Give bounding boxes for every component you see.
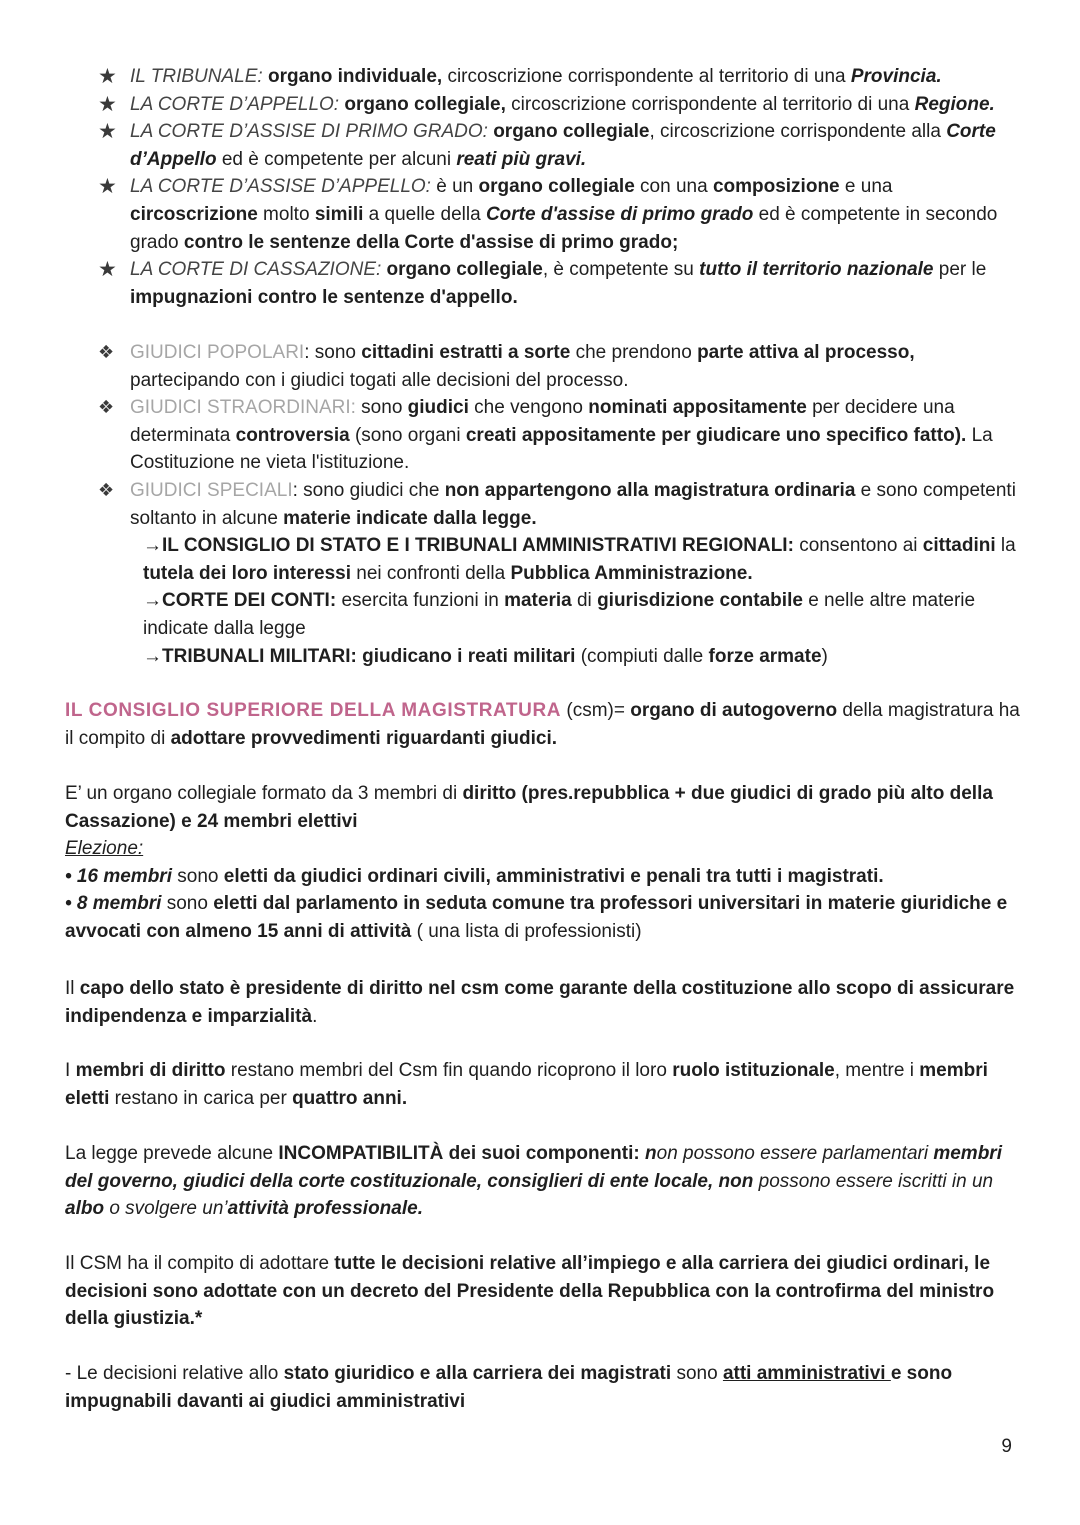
csm-duties-paragraph: Il CSM ha il compito di adottare tutte le decisioni relative all’impiego e alla carriera dei giudici ordinari, le decisioni sono adottate con un decreto del Presidente della Repubblica con la controfirma del ministro della giustizia.* bbox=[65, 1253, 995, 1330]
star-icon: ★ bbox=[98, 258, 117, 282]
sub-item: →TRIBUNALI MILITARI: giudicano i reati militari (compiuti dalle forze armate) bbox=[143, 645, 828, 667]
list-item: ★ LA CORTE D’ASSISE DI PRIMO GRADO: organo collegiale, circoscrizione corrispondente alla Corte d’Appello ed è competente per alcuni reati più gravi. bbox=[98, 120, 996, 170]
csm-composition: E’ un organo collegiale formato da 3 membri di diritto (pres.repubblica + due giudici di grado più alto della Cassazione) e 24 membri elettivi Elezione: • 16 membri sono eletti da giudici ordinari civili, amministrativi e penali tra tutti i magistrati. • 8 membri sono eletti dal parlamento in seduta comune tra professori universitari in materie giuridiche e avvocati con almeno 15 anni di attività ( una lista di professionisti) bbox=[65, 783, 1008, 942]
courts-list bbox=[65, 63, 1020, 311]
csm-heading-paragraph: IL CONSIGLIO SUPERIORE DELLA MAGISTRATURA (csm)= organo di autogoverno della magistratura ha il compito di adottare provvedimenti riguardanti giudici. bbox=[65, 700, 1020, 749]
star-icon: ★ bbox=[98, 175, 117, 199]
diamond-bullet-icon: ❖ bbox=[98, 479, 115, 500]
list-item: ★ LA CORTE D’APPELLO: organo collegiale, circoscrizione corrispondente al territorio di una Regione. bbox=[65, 91, 1020, 119]
special-judges-sublist bbox=[65, 532, 1020, 670]
section-heading: IL CONSIGLIO SUPERIORE DELLA MAGISTRATURA bbox=[65, 700, 562, 721]
star-icon: ★ bbox=[98, 65, 117, 88]
list-item: ★ LA CORTE D’ASSISE D’APPELLO: è un organo collegiale con una composizione e una circoscrizione molto simili a quelle della Corte d'assise di primo grado ed è competente in secondo grado contro le sentenze della Corte d'assise di primo grado; bbox=[98, 175, 998, 253]
csm-decisions-paragraph: - Le decisioni relative allo stato giuridico e alla carriera dei magistrati sono atti amministrativi e sono impugnabili davanti ai giudici amministrativi bbox=[65, 1363, 953, 1412]
diamond-bullet-icon: ❖ bbox=[98, 397, 115, 418]
sub-item: →CORTE DEI CONTI: esercita funzioni in materia di giurisdizione contabile e nelle altre materie indicate dalla legge bbox=[143, 590, 976, 639]
page-number: 9 bbox=[1001, 1436, 1012, 1457]
election-label: Elezione: bbox=[65, 838, 144, 860]
list-item: ❖ GIUDICI SPECIALI: sono giudici che non appartengono alla magistratura ordinaria e sono competenti soltanto in alcune materie indicate dalla legge. bbox=[65, 477, 1020, 532]
list-item: ❖ GIUDICI STRAORDINARI: sono giudici che vengono nominati appositamente per decidere una determinata controversia (sono organi creati appositamente per giudicare uno specifico fatto). La Costituzione ne vieta l'istituzione. bbox=[65, 394, 1020, 477]
list-item: ★ LA CORTE DI CASSAZIONE: organo collegiale, è competente su tutto il territorio nazionale per le impugnazioni contro le sentenze d'appello. bbox=[98, 258, 987, 308]
csm-president-paragraph: Il capo dello stato è presidente di diritto nel csm come garante della costituzione allo scopo di assicurare indipendenza e imparzialità. bbox=[65, 978, 1015, 1027]
star-icon: ★ bbox=[98, 120, 117, 144]
judges-list bbox=[65, 339, 1020, 670]
list-item: ★ IL TRIBUNALE: organo individuale, circoscrizione corrispondente al territorio di una Provincia. bbox=[65, 63, 1020, 91]
sub-item: →IL CONSIGLIO DI STATO E I TRIBUNALI AMMINISTRATIVI REGIONALI: consentono ai cittadini la tutela dei loro interessi nei confronti della Pubblica Amministrazione. bbox=[143, 535, 1016, 584]
list-item: ❖ GIUDICI POPOLARI: sono cittadini estratti a sorte che prendono parte attiva al processo, partecipando con i giudici togati alle decisioni del processo. bbox=[65, 339, 1020, 394]
diamond-bullet-icon: ❖ bbox=[98, 342, 115, 362]
csm-members-paragraph: I membri di diritto restano membri del Csm fin quando ricoprono il loro ruolo istituzionale, mentre i membri eletti restano in carica per quattro anni. bbox=[65, 1060, 988, 1109]
star-icon: ★ bbox=[98, 92, 117, 116]
csm-incompatibility-paragraph: La legge prevede alcune INCOMPATIBILITÀ dei suoi componenti: non possono essere parlamentari membri del governo, giudici della corte costituzionale, consiglieri di ente locale, non possono essere iscritti in un albo o svolgere un’attività professionale. bbox=[65, 1143, 1002, 1220]
